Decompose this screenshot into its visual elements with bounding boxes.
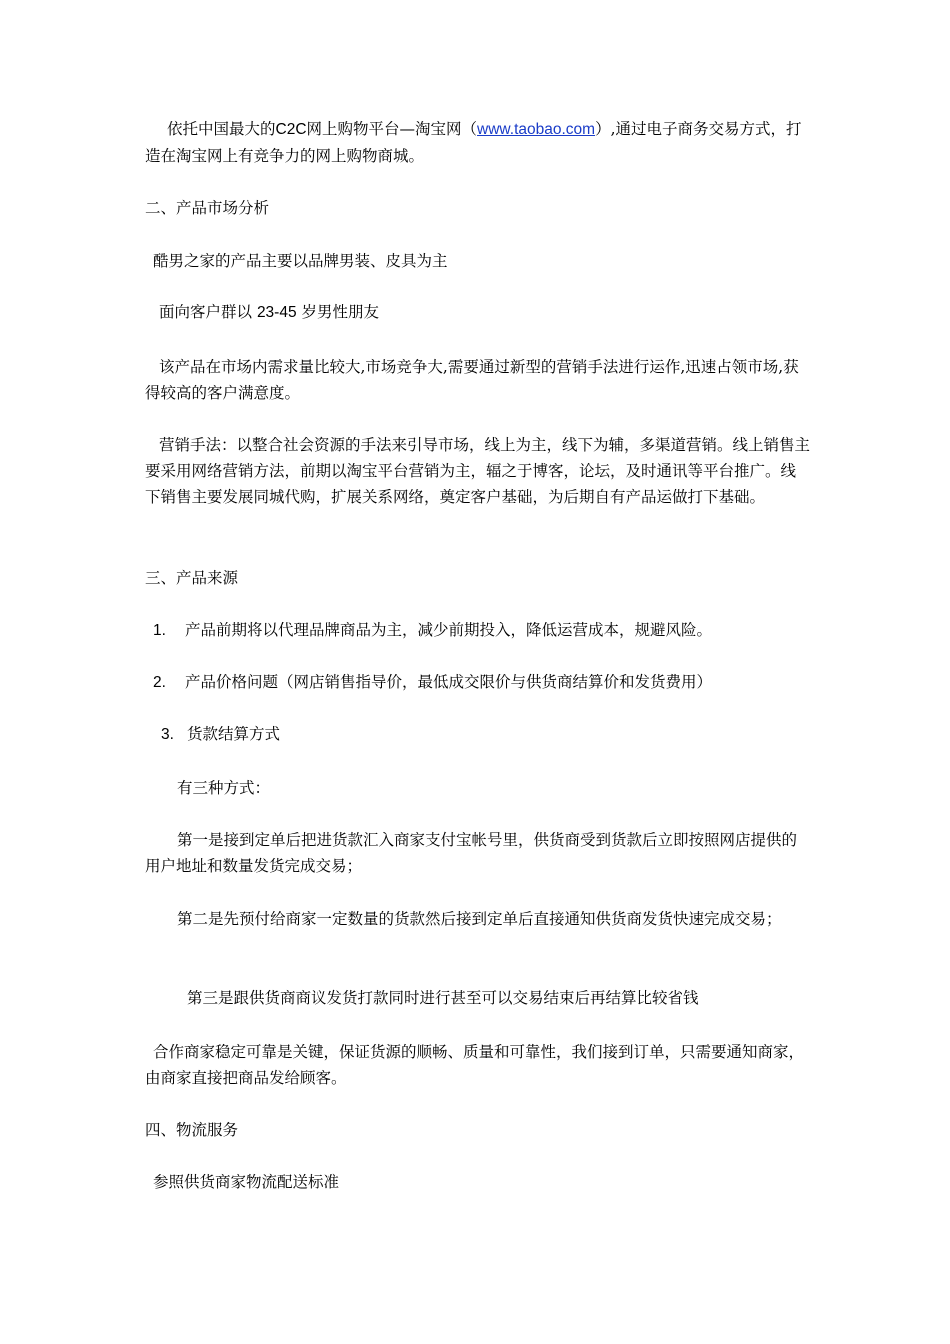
list-item-text: 货款结算方式 [187,725,281,743]
customer-text-end: 岁男性朋友 [296,303,380,321]
product-paragraph: 酷男之家的产品主要以品牌男装、皮具为主 [153,252,448,270]
list-item [145,617,811,644]
logistics-paragraph: 参照供货商家物流配送标准 [153,1173,340,1191]
intro-text-end: ）,通过电子商务交易方式，打造在淘宝网上有竞争力的网上购物商城。 [145,120,802,165]
taobao-link[interactable]: www.taobao.com [477,121,596,138]
payment-method-1: 第一是接到定单后把进货款汇入商家支付宝帐号里，供货商受到货款后立即按照网店提供的用户地址和数量发货完成交易； [145,831,798,875]
section-heading-source: 三、产品来源 [145,569,239,587]
list-item-text: 产品价格问题（网店销售指导价，最低成交限价与供货商结算价和发货费用） [185,673,713,691]
list-number: 1. [153,622,166,639]
payment-method-3: 第三是跟供货商商议发货打款同时进行甚至可以交易结束后再结算比较省钱 [187,989,699,1007]
c2c-term: C2C [275,121,307,138]
section-heading-market: 二、产品市场分析 [145,199,270,217]
payment-method-2: 第二是先预付给商家一定数量的货款然后接到定单后直接通知供货商发货快速完成交易； [177,910,782,928]
list-item [145,721,811,748]
intro-text-mid: 网上购物平台—淘宝网（ [306,120,478,138]
customer-paragraph [145,299,811,326]
payment-methods-intro: 有三种方式： [177,779,271,797]
intro-text-start: 依托中国最大的 [167,120,276,138]
demand-paragraph: 该产品在市场内需求量比较大,市场竞争大,需要通过新型的营销手法进行运作,迅速占领市场,获得较高的客户满意度。 [145,358,799,402]
partner-paragraph: 合作商家稳定可靠是关键，保证货源的顺畅、质量和可靠性，我们接到订单，只需要通知商家，由商家直接把商品发给顾客。 [145,1043,805,1087]
list-item [145,669,811,696]
customer-text-start: 面向客户群以 [159,303,257,321]
list-item-text: 产品前期将以代理品牌商品为主，减少前期投入，降低运营成本，规避风险。 [185,621,713,639]
age-range: 23-45 [256,304,297,321]
list-number: 3. [161,726,174,743]
section-heading-logistics: 四、物流服务 [145,1121,239,1139]
marketing-paragraph: 营销手法：以整合社会资源的手法来引导市场，线上为主，线下为辅，多渠道营销。线上销售主要采用网络营销方法，前期以淘宝平台营销为主，辐之于博客，论坛，及时通讯等平台推广。线下销售主要发展同城代购，扩展关系网络，奠定客户基础，为后期自有产品运做打下基础。 [145,436,811,506]
list-number: 2. [153,674,166,691]
intro-paragraph [145,116,811,169]
